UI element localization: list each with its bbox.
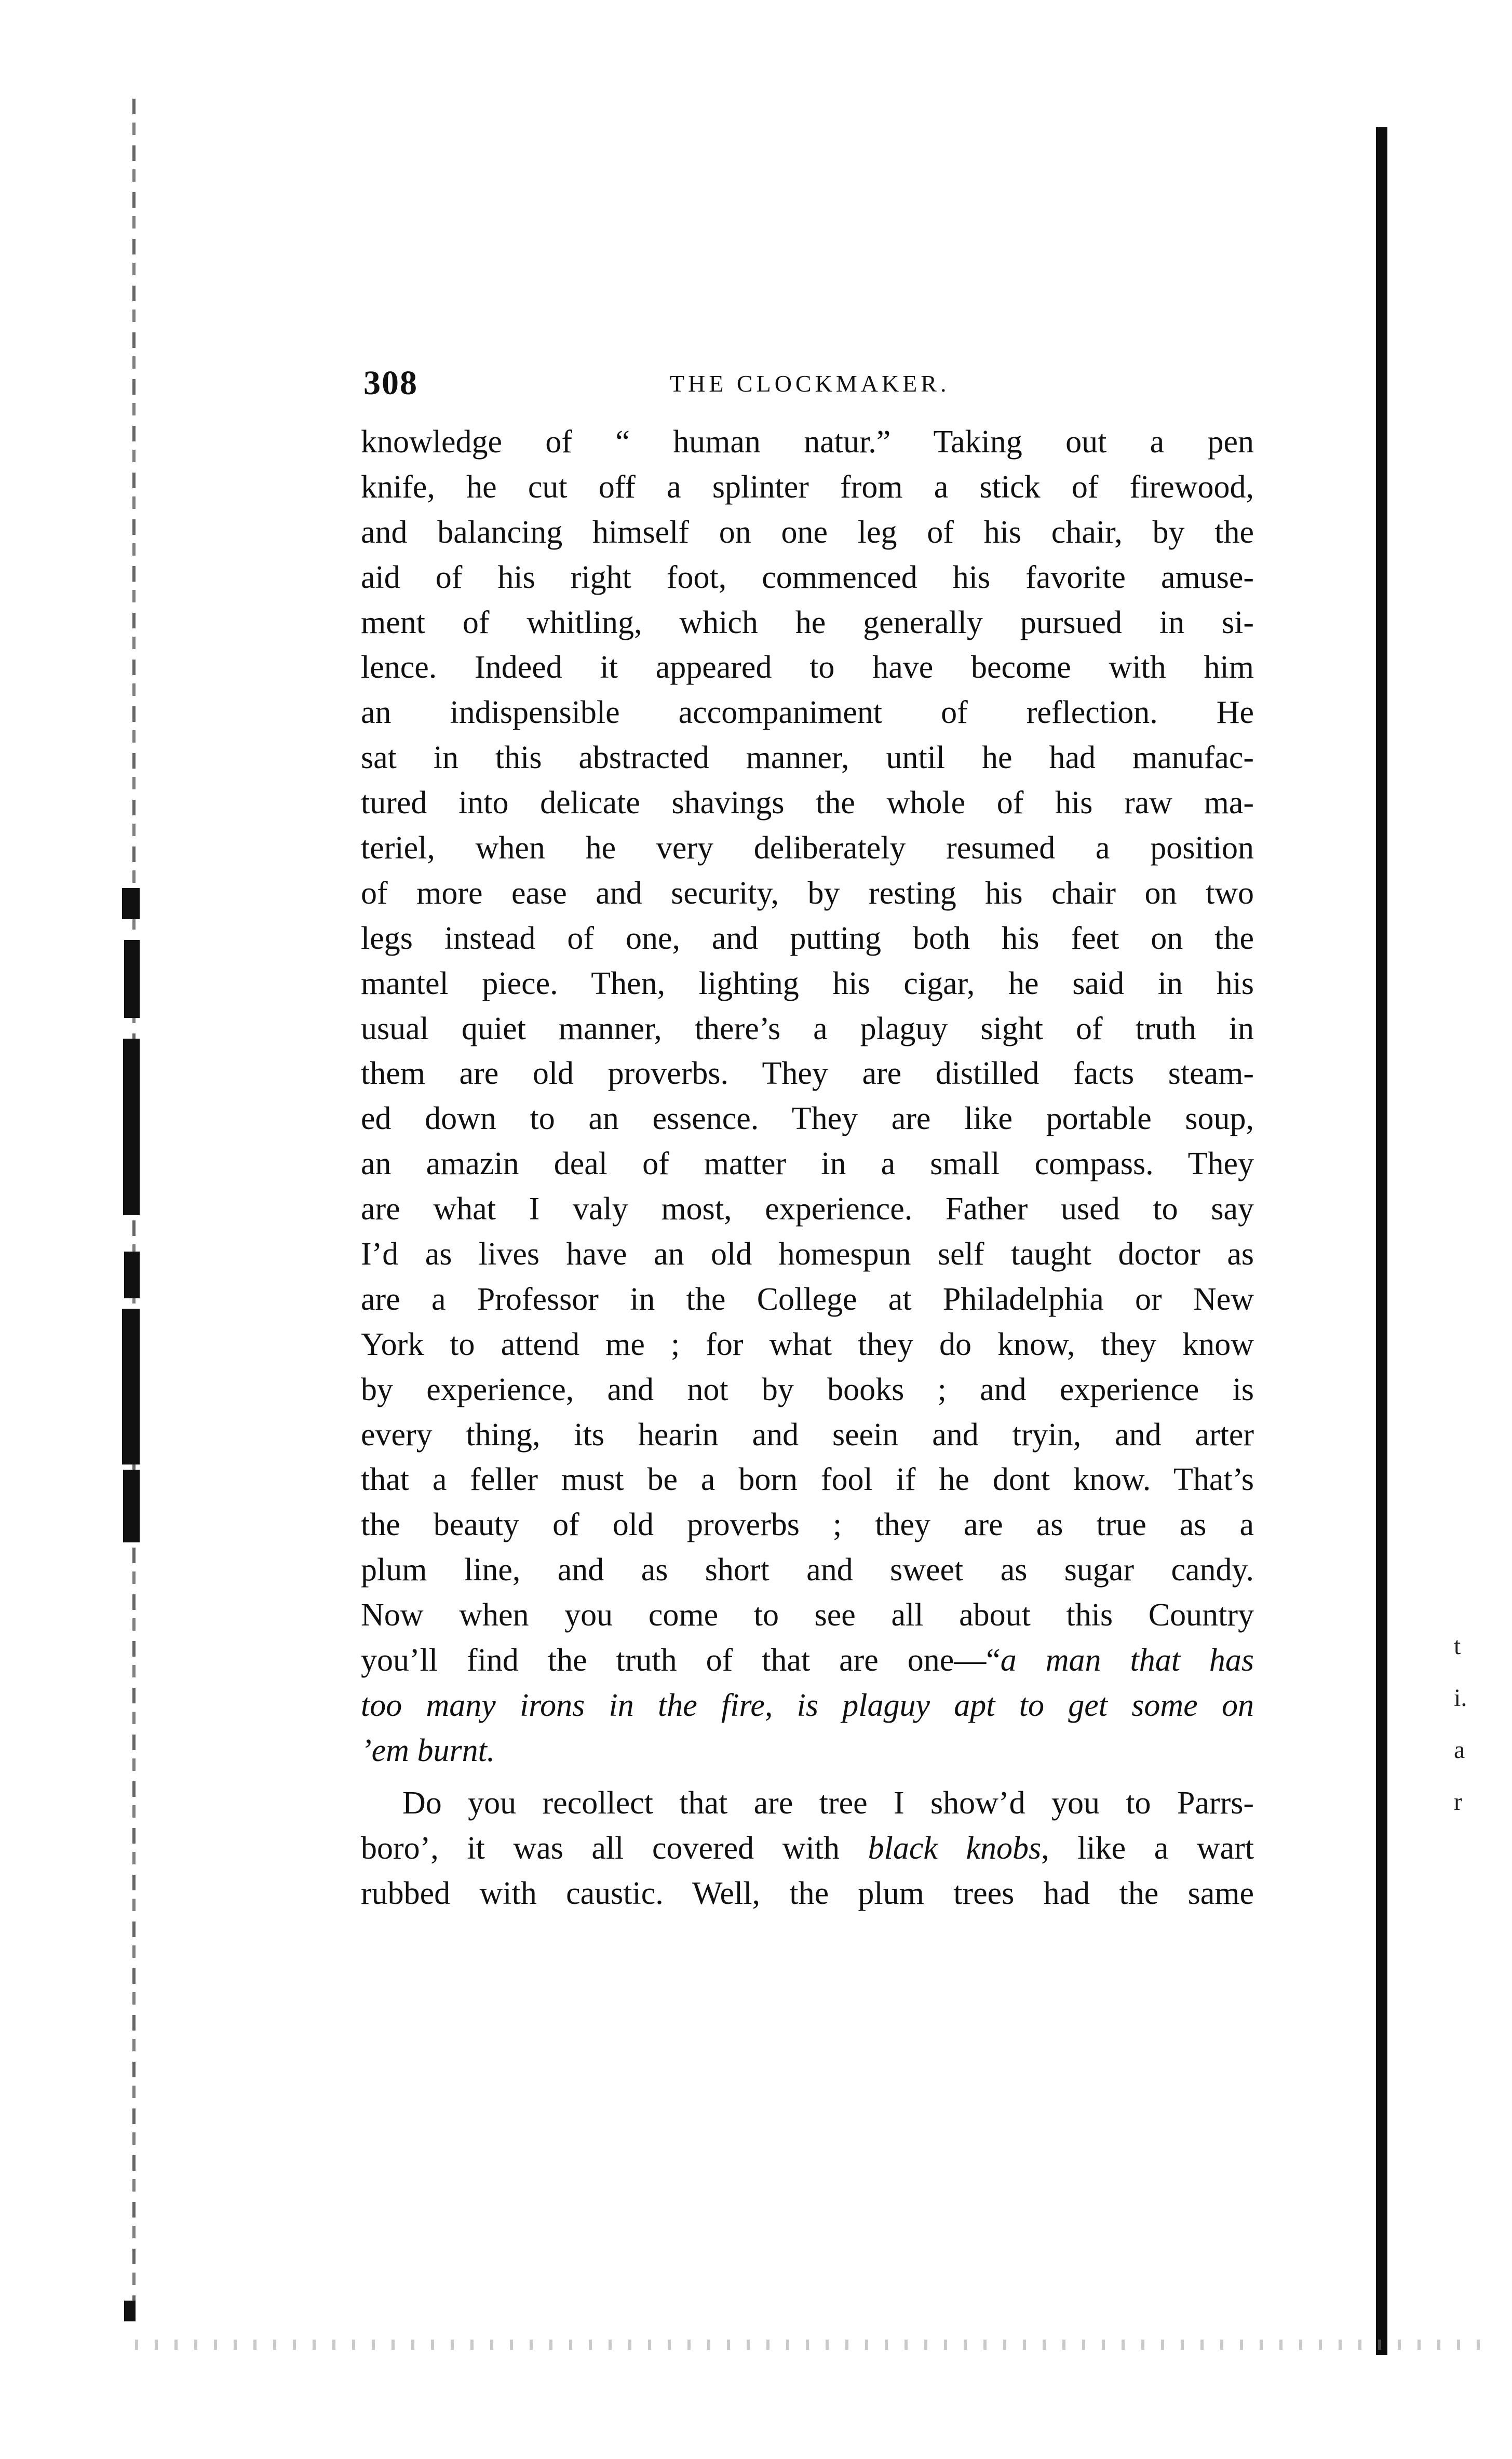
quote-text: a man that has: [1000, 1643, 1254, 1678]
edge-mark: a: [1454, 1736, 1465, 1764]
text-line: rubbed with caustic. Well, the plum trees had the same: [361, 1875, 1254, 1911]
page-number: 308: [363, 364, 418, 402]
text-line: usual quiet manner, there’s a plaguy sight of truth in: [361, 1011, 1254, 1046]
text-run: boro’, it was all covered with: [361, 1830, 840, 1866]
gutter-mark: [123, 1470, 140, 1542]
page-header: [363, 364, 1257, 405]
text-line: ment of whitling, which he generally pursued in si-: [361, 604, 1254, 640]
text-line: too many irons in the fire, is plaguy apt to get some on: [361, 1687, 1254, 1723]
text-line: teriel, when he very deliberately resumed a position: [361, 830, 1254, 866]
gutter-mark: [122, 888, 140, 919]
text-line: lence. Indeed it appeared to have become with him: [361, 650, 1254, 686]
text-line: knife, he cut off a splinter from a stick of firewood,: [361, 469, 1254, 505]
text-line: mantel piece. Then, lighting his cigar, he said in his: [361, 965, 1254, 1001]
text-line: tured into delicate shavings the whole of his raw ma-: [361, 785, 1254, 821]
text-line: are a Professor in the College at Philadelphia or New: [361, 1281, 1254, 1317]
left-gutter-scan-artifact: [112, 99, 161, 2321]
text-line: Do you recollect that are tree I show’d you to Parrs-: [402, 1785, 1254, 1821]
edge-mark: t: [1454, 1632, 1461, 1660]
text-line: every thing, its hearin and seein and tryin, and arter: [361, 1417, 1254, 1453]
right-margin-rule: [1376, 127, 1387, 2355]
paragraph-1: [361, 420, 1254, 1638]
running-head: THE CLOCKMAKER.: [670, 370, 950, 397]
text-line: knowledge of “ human natur.” Taking out a pen: [361, 424, 1254, 460]
text-line: Now when you come to see all about this Country: [361, 1597, 1254, 1633]
text-line: ed down to an essence. They are like portable soup,: [361, 1101, 1254, 1137]
text-line: the beauty of old proverbs ; they are as true as a: [361, 1507, 1254, 1543]
text-line: an indispensible accompaniment of reflection. He: [361, 695, 1254, 731]
text-line: of more ease and security, by resting his chair on two: [361, 875, 1254, 911]
text-run: , like a wart: [1041, 1830, 1254, 1866]
text-line: plum line, and as short and sweet as sugar candy.: [361, 1552, 1254, 1588]
text-line: an amazin deal of matter in a small compass. They: [361, 1146, 1254, 1182]
text-line: ’em burnt.: [361, 1732, 495, 1768]
gutter-mark: [123, 1039, 140, 1215]
paragraph-2: [361, 1781, 1254, 1916]
text-line: sat in this abstracted manner, until he had manufac-: [361, 740, 1254, 776]
text-line: aid of his right foot, commenced his favorite amuse-: [361, 559, 1254, 595]
text-line: I’d as lives have an old homespun self taught doctor as: [361, 1237, 1254, 1272]
gutter-mark: [124, 940, 140, 1018]
gutter-mark: [124, 2301, 136, 2321]
text-line: and balancing himself on one leg of his chair, by the: [361, 514, 1254, 550]
quote-lead: you’ll find the truth of that are one—“: [361, 1643, 1001, 1678]
bottom-scan-noise: [135, 2340, 1485, 2350]
italic-phrase: black knobs: [868, 1830, 1042, 1866]
body-text: [361, 420, 1254, 1916]
edge-mark: r: [1454, 1788, 1462, 1816]
text-line: York to attend me ; for what they do know, they know: [361, 1326, 1254, 1362]
text-line: that a feller must be a born fool if he dont know. That’s: [361, 1462, 1254, 1498]
text-line: [361, 1638, 1254, 1683]
gutter-mark: [124, 1252, 140, 1298]
gutter-mark: [122, 1309, 140, 1464]
text-line: by experience, and not by books ; and experience is: [361, 1372, 1254, 1407]
text-line: [361, 1826, 1254, 1871]
right-edge-letters: [1454, 1620, 1485, 1816]
text-line: are what I valy most, experience. Father used to say: [361, 1191, 1254, 1227]
text-line: them are old proverbs. They are distilled facts steam-: [361, 1056, 1254, 1092]
edge-mark: i.: [1454, 1684, 1467, 1712]
text-line: legs instead of one, and putting both his feet on the: [361, 920, 1254, 956]
